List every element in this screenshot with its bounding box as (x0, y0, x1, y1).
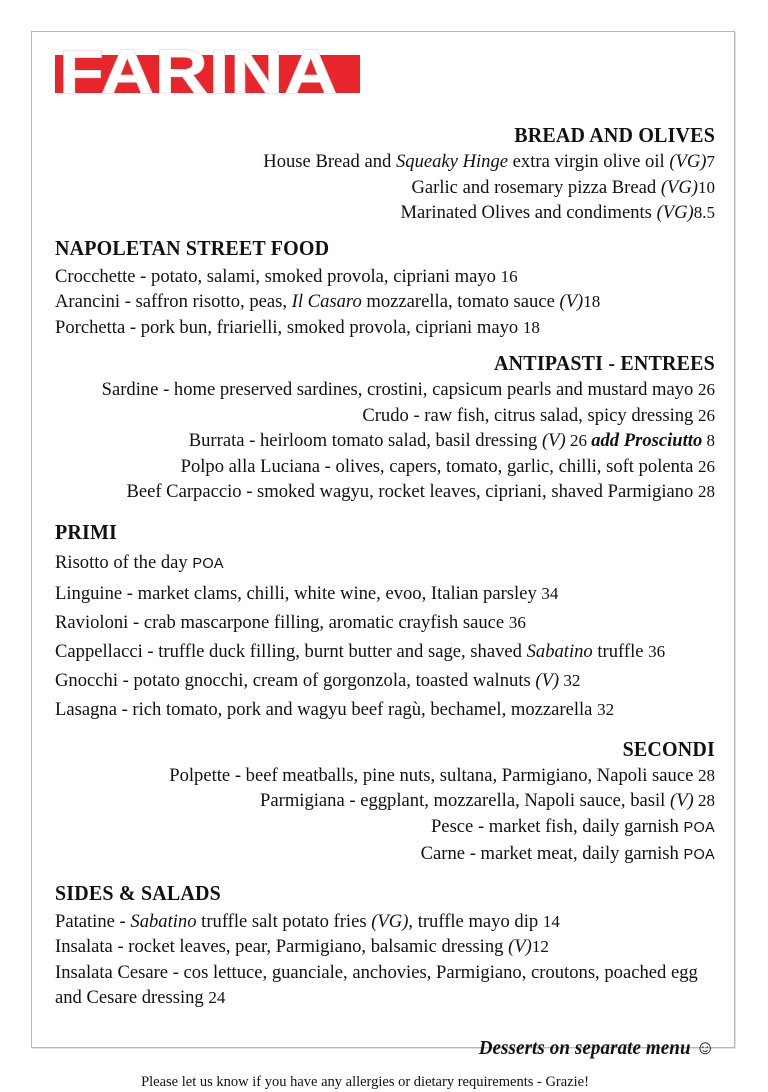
menu-item: House Bread and Squeaky Hinge extra virgin olive oil (VG)7 (263, 151, 715, 172)
menu-item: Insalata Cesare - cos lettuce, guanciale, anchovies, Parmigiano, croutons, poached egg and Cesare dressing 24 (55, 961, 698, 1008)
menu-item: Patatine - Sabatino truffle salt potato fries (VG), truffle mayo dip 14 (55, 910, 560, 932)
menu-item: Polpo alla Luciana - olives, capers, tomato, garlic, chilli, soft polenta 26 (180, 455, 715, 477)
menu-item: Insalata - rocket leaves, pear, Parmigiano, balsamic dressing (V)12 (55, 936, 549, 957)
menu-item: Linguine - market clams, chilli, white wine, evoo, Italian parsley 34 (55, 582, 559, 604)
menu-section-anti (55, 350, 715, 505)
menu-item: Pesce - market fish, daily garnish POA (430, 815, 715, 837)
menu-section-secondi (55, 736, 715, 869)
menu-item: Crudo - raw fish, citrus salad, spicy dressing 26 (362, 404, 715, 426)
menu-item: Ravioloni - crab mascarpone filling, aromatic crayfish sauce 36 (55, 611, 526, 633)
menu-sections (55, 122, 715, 1011)
logo-wordmark: FARINA (59, 38, 339, 107)
section-title-sides: SIDES & SALADS (55, 880, 221, 905)
menu-item: Polpette - beef meatballs, pine nuts, sultana, Parmigiano, Napoli sauce 28 (169, 764, 715, 786)
menu-item: Arancini - saffron risotto, peas, Il Casaro mozzarella, tomato sauce (V)18 (55, 291, 601, 312)
allergy-note: Please let us know if you have any allergies or dietary requirements - Grazie! (141, 1073, 589, 1090)
menu-content (55, 38, 715, 1092)
menu-item: Parmigiana - eggplant, mozzarella, Napoli sauce, basil (V) 28 (260, 790, 715, 811)
menu-item: Sardine - home preserved sardines, crostini, capsicum pearls and mustard mayo 26 (101, 379, 715, 400)
smiley-icon: ☺ (695, 1036, 715, 1059)
menu-item: Cappellacci - truffle duck filling, burnt butter and sage, shaved Sabatino truffle 36 (55, 640, 666, 662)
menu-section-sides (55, 880, 715, 1011)
menu-section-bread (55, 122, 715, 226)
dessert-note (88, 1035, 715, 1061)
menu-item: Risotto of the day POA (55, 551, 224, 573)
menu-item: Carne - market meat, daily garnish POA (420, 843, 715, 864)
menu-item: Garlic and rosemary pizza Bread (VG)10 (411, 176, 715, 198)
section-title-primi: PRIMI (55, 519, 118, 544)
section-title-secondi: SECONDI (622, 736, 715, 761)
section-title-street: NAPOLETAN STREET FOOD (55, 235, 330, 260)
menu-section-street (55, 235, 715, 341)
menu-item: Lasagna - rich tomato, pork and wagyu beef ragù, bechamel, mozzarella 32 (55, 698, 615, 720)
farina-logo (55, 38, 375, 110)
menu-item: Beef Carpaccio - smoked wagyu, rocket leaves, cipriani, shaved Parmigiano 28 (126, 481, 715, 502)
menu-item: Burrata - heirloom tomato salad, basil dressing (V) 26 add Prosciutto 8 (188, 430, 715, 451)
menu-item: Gnocchi - potato gnocchi, cream of gorgonzola, toasted walnuts (V) 32 (55, 669, 581, 691)
menu-item: Porchetta - pork bun, friarielli, smoked provola, cipriani mayo 18 (55, 316, 540, 338)
menu-item: Marinated Olives and condiments (VG)8.5 (400, 202, 715, 223)
menu-section-primi (55, 519, 715, 724)
section-title-anti: ANTIPASTI - ENTREES (494, 351, 715, 375)
section-title-bread: BREAD AND OLIVES (514, 123, 715, 147)
menu-item: Crocchette - potato, salami, smoked provola, cipriani mayo 16 (55, 265, 518, 287)
dessert-note-text: Desserts on separate menu (478, 1036, 691, 1059)
